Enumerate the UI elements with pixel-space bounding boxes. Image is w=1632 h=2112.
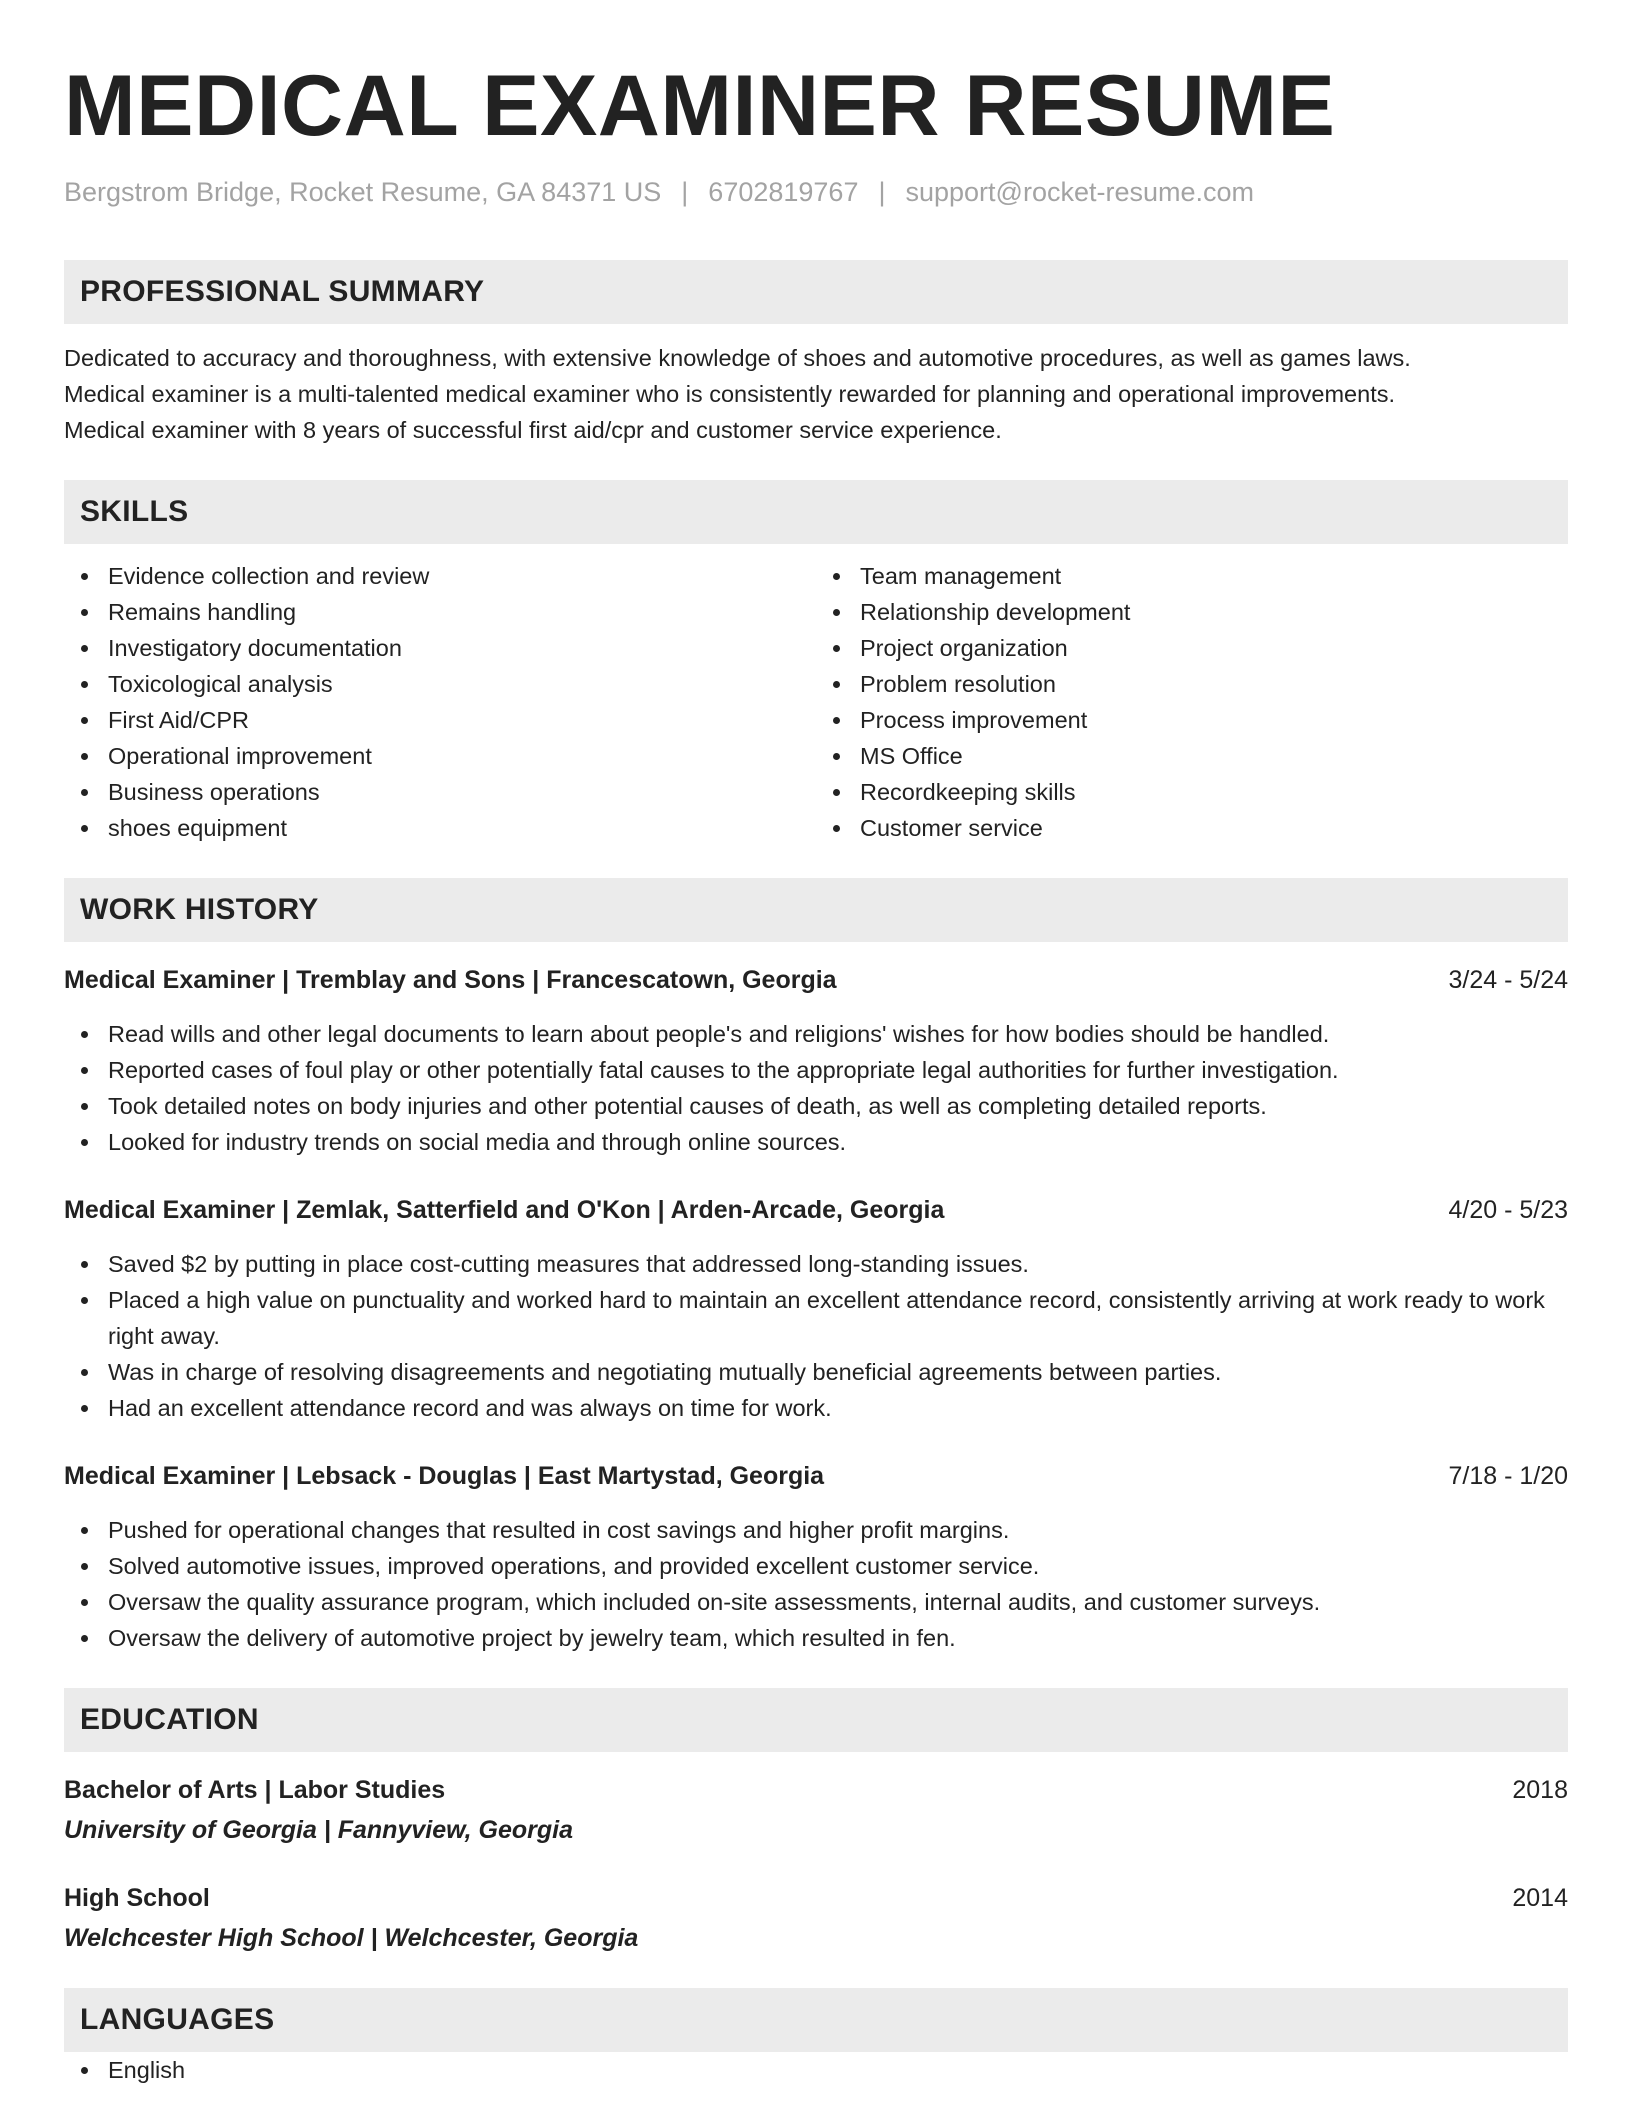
section-header-skills: SKILLS — [64, 480, 1568, 544]
skills-column-right — [816, 558, 1568, 846]
skill-item: First Aid/CPR — [64, 702, 816, 738]
education-school: University of Georgia | Fannyview, Georgia — [64, 1816, 573, 1844]
skill-item: Investigatory documentation — [64, 630, 816, 666]
job-title: Medical Examiner | Tremblay and Sons | Francescatown, Georgia — [64, 966, 837, 994]
education-entry — [64, 1772, 1568, 1848]
section-header-summary: PROFESSIONAL SUMMARY — [64, 260, 1568, 324]
job-duty: Looked for industry trends on social media and through online sources. — [64, 1124, 1568, 1160]
job-dates: 4/20 - 5/23 — [1448, 1196, 1568, 1224]
job-title: Medical Examiner | Zemlak, Satterfield and O'Kon | Arden-Arcade, Georgia — [64, 1196, 945, 1224]
education-year: 2014 — [1512, 1884, 1568, 1912]
job-duty: Saved $2 by putting in place cost-cutting measures that addressed long-standing issues. — [64, 1246, 1568, 1282]
job-duties — [64, 1246, 1568, 1426]
job-entry — [64, 962, 1568, 1160]
education-year: 2018 — [1512, 1776, 1568, 1804]
job-duty: Was in charge of resolving disagreements and negotiating mutually beneficial agreements between parties. — [64, 1354, 1568, 1390]
resume-title: MEDICAL EXAMINER RESUME — [64, 58, 1336, 154]
skill-item: Operational improvement — [64, 738, 816, 774]
languages-list — [64, 2052, 1568, 2088]
language-item: English — [64, 2052, 1568, 2088]
skill-item: Relationship development — [816, 594, 1568, 630]
section-header-languages: LANGUAGES — [64, 1988, 1568, 2052]
job-duty: Pushed for operational changes that resulted in cost savings and higher profit margins. — [64, 1512, 1568, 1548]
skill-item: Business operations — [64, 774, 816, 810]
contact-address: Bergstrom Bridge, Rocket Resume, GA 84371 US — [64, 177, 662, 207]
contact-separator: | — [878, 177, 886, 207]
job-duties — [64, 1016, 1568, 1160]
section-header-work-history: WORK HISTORY — [64, 878, 1568, 942]
contact-line — [64, 174, 1568, 210]
job-title: Medical Examiner | Lebsack - Douglas | East Martystad, Georgia — [64, 1462, 825, 1490]
skill-item: Evidence collection and review — [64, 558, 816, 594]
section-header-education: EDUCATION — [64, 1688, 1568, 1752]
job-duty: Had an excellent attendance record and was always on time for work. — [64, 1390, 1568, 1426]
summary-text — [64, 340, 1568, 448]
job-duty: Reported cases of foul play or other potentially fatal causes to the appropriate legal authorities for further investigation. — [64, 1052, 1568, 1088]
skill-item: Toxicological analysis — [64, 666, 816, 702]
skills-list — [64, 558, 1568, 846]
summary-line: Medical examiner is a multi-talented medical examiner who is consistently rewarded for planning and operational improvements. — [64, 381, 1396, 407]
skill-item: Process improvement — [816, 702, 1568, 738]
skill-item: Recordkeeping skills — [816, 774, 1568, 810]
job-duty: Solved automotive issues, improved operations, and provided excellent customer service. — [64, 1548, 1568, 1584]
education-school: Welchcester High School | Welchcester, Georgia — [64, 1924, 639, 1952]
skill-item: Remains handling — [64, 594, 816, 630]
contact-separator: | — [681, 177, 689, 207]
skill-item: MS Office — [816, 738, 1568, 774]
contact-phone: 6702819767 — [708, 177, 859, 207]
job-dates: 3/24 - 5/24 — [1448, 966, 1568, 994]
job-duty: Oversaw the delivery of automotive project by jewelry team, which resulted in fen. — [64, 1620, 1568, 1656]
education-degree: High School — [64, 1884, 210, 1912]
job-entry — [64, 1458, 1568, 1656]
education-degree: Bachelor of Arts | Labor Studies — [64, 1776, 446, 1804]
skill-item: Project organization — [816, 630, 1568, 666]
skill-item: Customer service — [816, 810, 1568, 846]
job-dates: 7/18 - 1/20 — [1448, 1462, 1568, 1490]
skills-column-left — [64, 558, 816, 846]
contact-email: support@rocket-resume.com — [905, 177, 1255, 207]
skill-item: shoes equipment — [64, 810, 816, 846]
summary-line: Medical examiner with 8 years of successful first aid/cpr and customer service experience. — [64, 417, 1002, 443]
job-duty: Oversaw the quality assurance program, which included on-site assessments, internal audits, and customer surveys. — [64, 1584, 1568, 1620]
job-duty: Placed a high value on punctuality and worked hard to maintain an excellent attendance record, consistently arriving at work ready to work right away. — [64, 1282, 1568, 1354]
skill-item: Team management — [816, 558, 1568, 594]
skill-item: Problem resolution — [816, 666, 1568, 702]
job-duties — [64, 1512, 1568, 1656]
education-entry — [64, 1880, 1568, 1956]
job-duty: Took detailed notes on body injuries and other potential causes of death, as well as completing detailed reports. — [64, 1088, 1568, 1124]
job-duty: Read wills and other legal documents to learn about people's and religions' wishes for how bodies should be handled. — [64, 1016, 1568, 1052]
job-entry — [64, 1192, 1568, 1426]
summary-line: Dedicated to accuracy and thoroughness, with extensive knowledge of shoes and automotive procedures, as well as games laws. — [64, 345, 1411, 371]
